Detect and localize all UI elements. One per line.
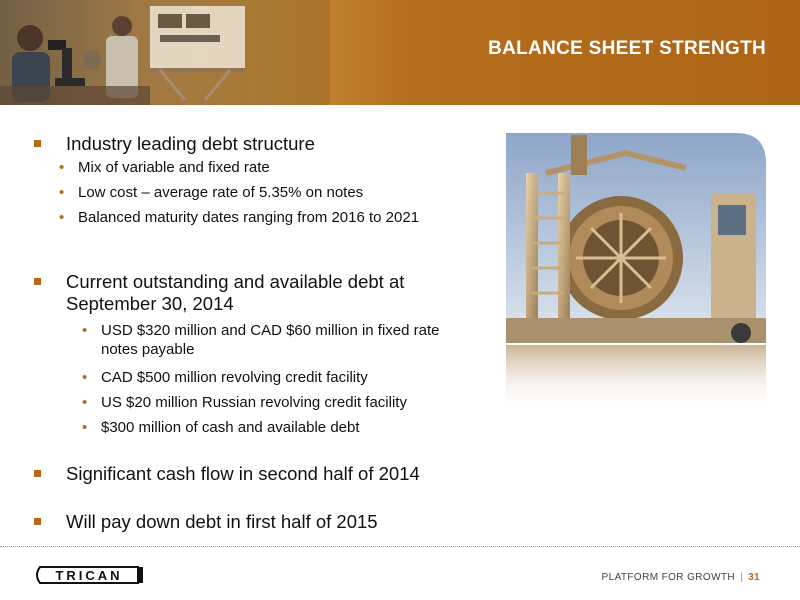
trican-logo	[34, 566, 144, 584]
sub-bullet	[82, 393, 481, 412]
bullet-dot-icon: •	[59, 184, 65, 201]
bullet-dot-icon: •	[82, 394, 88, 411]
sub-bullet	[82, 321, 471, 359]
footer-tagline: PLATFORM FOR GROWTH	[601, 572, 736, 583]
sub-bullet	[59, 158, 478, 177]
sub-bullet-text: CAD $500 million revolving credit facility	[101, 369, 368, 386]
bullet-text: Will pay down debt in first half of 2015	[66, 511, 378, 532]
bullet-outstanding-debt	[66, 271, 456, 315]
bullet-dot-icon: •	[82, 419, 88, 436]
sub-bullet	[59, 183, 478, 202]
bullet-square-icon	[34, 140, 41, 147]
sub-bullet-text: US $20 million Russian revolving credit facility	[101, 394, 407, 411]
bullet-dot-icon: •	[82, 322, 88, 339]
bullet-debt-structure	[66, 133, 466, 155]
bullet-pay-down	[66, 511, 486, 533]
slide-title: BALANCE SHEET STRENGTH	[488, 38, 766, 59]
bullet-text: Current outstanding and available debt at September 30, 2014	[66, 271, 405, 314]
sub-bullet	[59, 208, 448, 227]
footer-separator: |	[740, 572, 744, 583]
bullet-text: Significant cash flow in second half of 2014	[66, 463, 420, 484]
equipment-illustration	[506, 133, 766, 413]
bullet-square-icon	[34, 278, 41, 285]
bullet-square-icon	[34, 518, 41, 525]
sub-bullet-text: Mix of variable and fixed rate	[78, 159, 270, 176]
logo-text: TRICAN	[55, 568, 123, 583]
bullet-dot-icon: •	[59, 159, 65, 176]
footer-divider	[0, 546, 800, 547]
sub-bullet	[82, 418, 481, 437]
sub-bullet-text: Low cost – average rate of 5.35% on notes	[78, 184, 364, 201]
bullet-text: Industry leading debt structure	[66, 133, 315, 154]
coiled-tubing-unit-photo	[506, 133, 766, 413]
bullet-square-icon	[34, 470, 41, 477]
bullet-cash-flow	[66, 463, 486, 485]
page-number: 31	[748, 572, 760, 583]
trican-logo-mark	[34, 566, 144, 584]
sub-bullet-text: $300 million of cash and available debt	[101, 419, 360, 436]
bullet-dot-icon: •	[59, 209, 65, 226]
sub-bullet-text: Balanced maturity dates ranging from 2016 to 2021	[78, 209, 420, 226]
sub-bullet	[82, 368, 481, 387]
footer-caption	[602, 572, 760, 583]
bullet-dot-icon: •	[82, 369, 88, 386]
sub-bullet-text: USD $320 million and CAD $60 million in fixed rate notes payable	[101, 322, 440, 358]
